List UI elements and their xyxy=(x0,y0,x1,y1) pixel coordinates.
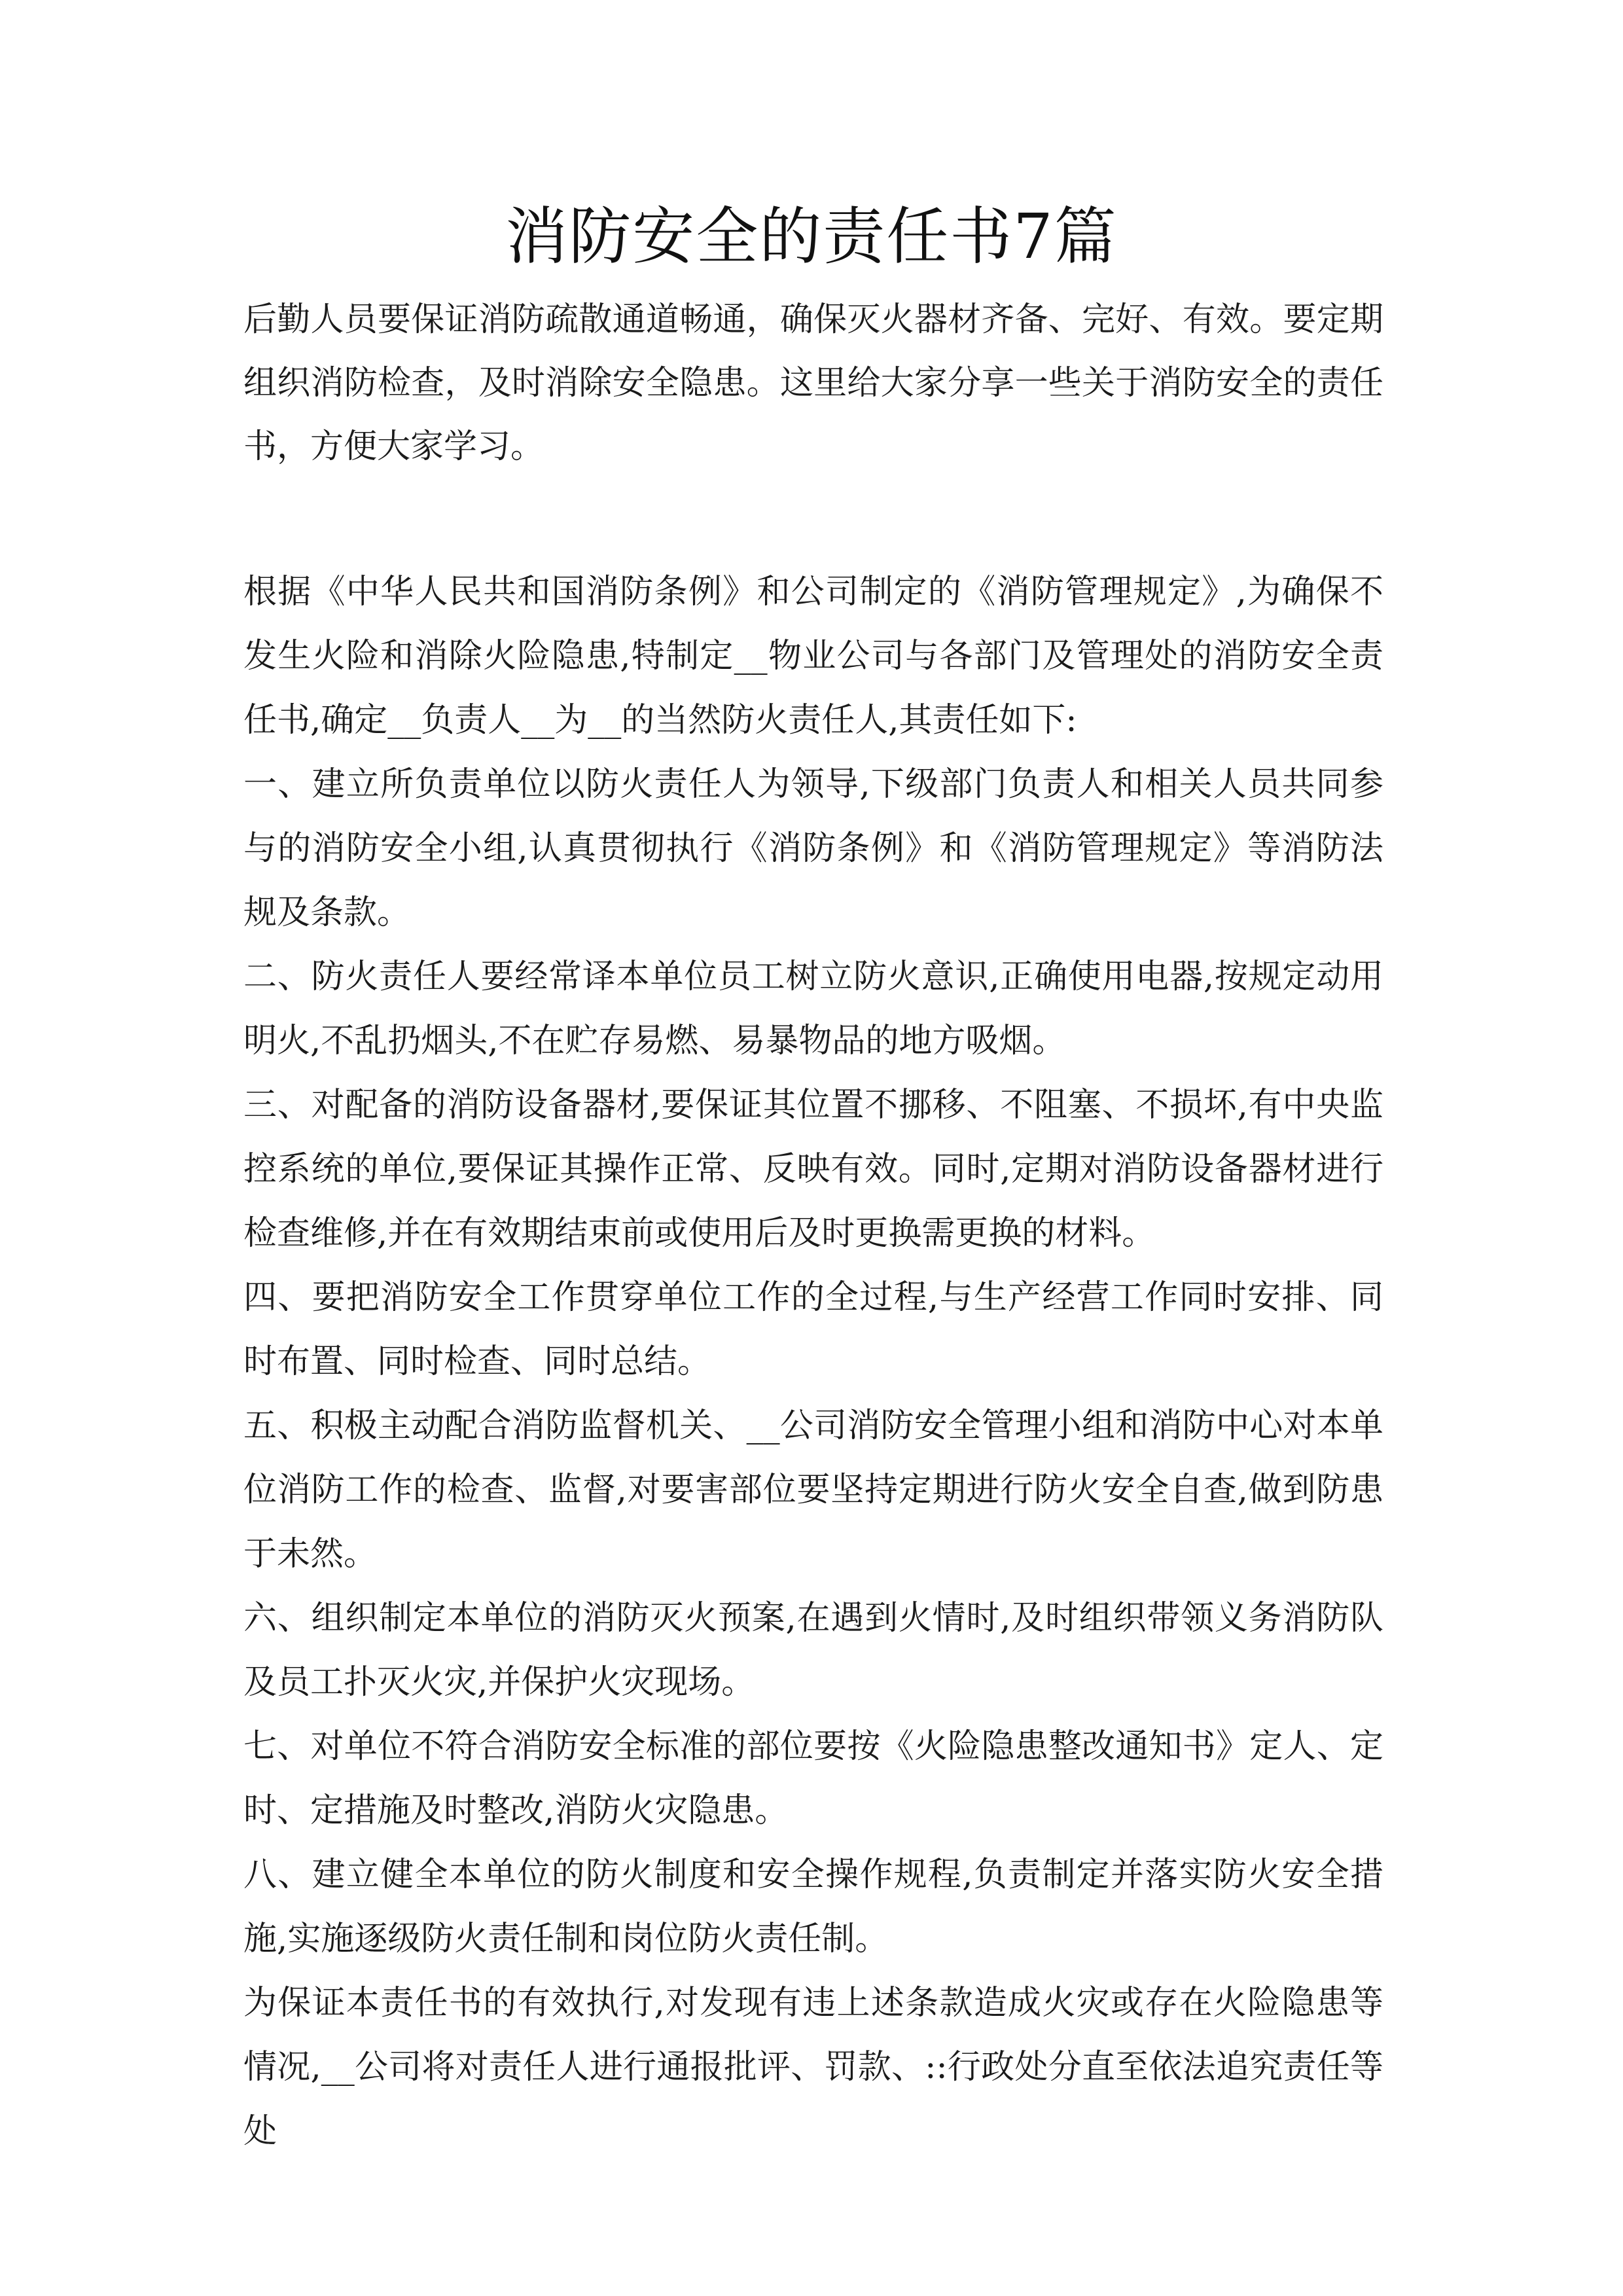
clause-1: 一、建立所负责单位以防火责任人为领导,下级部门负责人和相关人员共同参与的消防安全小组,认真贯彻执行《消防条例》和《消防管理规定》等消防法规及条款。 xyxy=(243,765,1383,932)
clause-5: 五、积极主动配合消防监督机关、__公司消防安全管理小组和消防中心对本单位消防工作的检查、监督,对要害部位要坚持定期进行防火安全自查,做到防患于未然。 xyxy=(243,1407,1383,1573)
clause-6: 六、组织制定本单位的消防灭火预案,在遇到火情时,及时组织带领义务消防队及员工扑灭火灾,并保护火灾现场。 xyxy=(243,1599,1383,1702)
document-body xyxy=(243,288,1383,2164)
clause-4: 四、要把消防安全工作贯穿单位工作的全过程,与生产经营工作同时安排、同时布置、同时检查、同时总结。 xyxy=(243,1278,1383,1381)
paragraph-spacer xyxy=(243,478,1383,560)
clause-7: 七、对单位不符合消防安全标准的部位要按《火险隐患整改通知书》定人、定时、定措施及时整改,消防火灾隐患。 xyxy=(243,1727,1383,1830)
closing-paragraph: 为保证本责任书的有效执行,对发现有违上述条款造成火灾或存在火险隐患等情况,__公司将对责任人进行通报批评、罚款、::行政处分直至依法追究责任等处 xyxy=(243,1984,1383,2151)
clause-2: 二、防火责任人要经常译本单位员工树立防火意识,正确使用电器,按规定动用明火,不乱扔烟头,不在贮存易燃、易暴物品的地方吸烟。 xyxy=(243,958,1383,1060)
clause-3: 三、对配备的消防设备器材,要保证其位置不挪移、不阻塞、不损坏,有中央监控系统的单位,要保证其操作正常、反映有效。同时,定期对消防设备器材进行检查维修,并在有效期结束前或使用后及时更换需更换的材料。 xyxy=(243,1086,1383,1253)
clause-8: 八、建立健全本单位的防火制度和安全操作规程,负责制定并落实防火安全措施,实施逐级防火责任制和岗位防火责任制。 xyxy=(243,1856,1383,1958)
preamble-paragraph: 根据《中华人民共和国消防条例》和公司制定的《消防管理规定》,为确保不发生火险和消除火险隐患,特制定__物业公司与各部门及管理处的消防安全责任书,确定__负责人__为__的当然防火责任人,其责任如下: xyxy=(243,573,1383,740)
intro-paragraph: 后勤人员要保证消防疏散通道畅通，确保灭火器材齐备、完好、有效。要定期组织消防检查，及时消除安全隐患。这里给大家分享一些关于消防安全的责任书，方便大家学习。 xyxy=(243,300,1383,466)
document-title: 消防安全的责任书7篇 xyxy=(505,201,1118,273)
